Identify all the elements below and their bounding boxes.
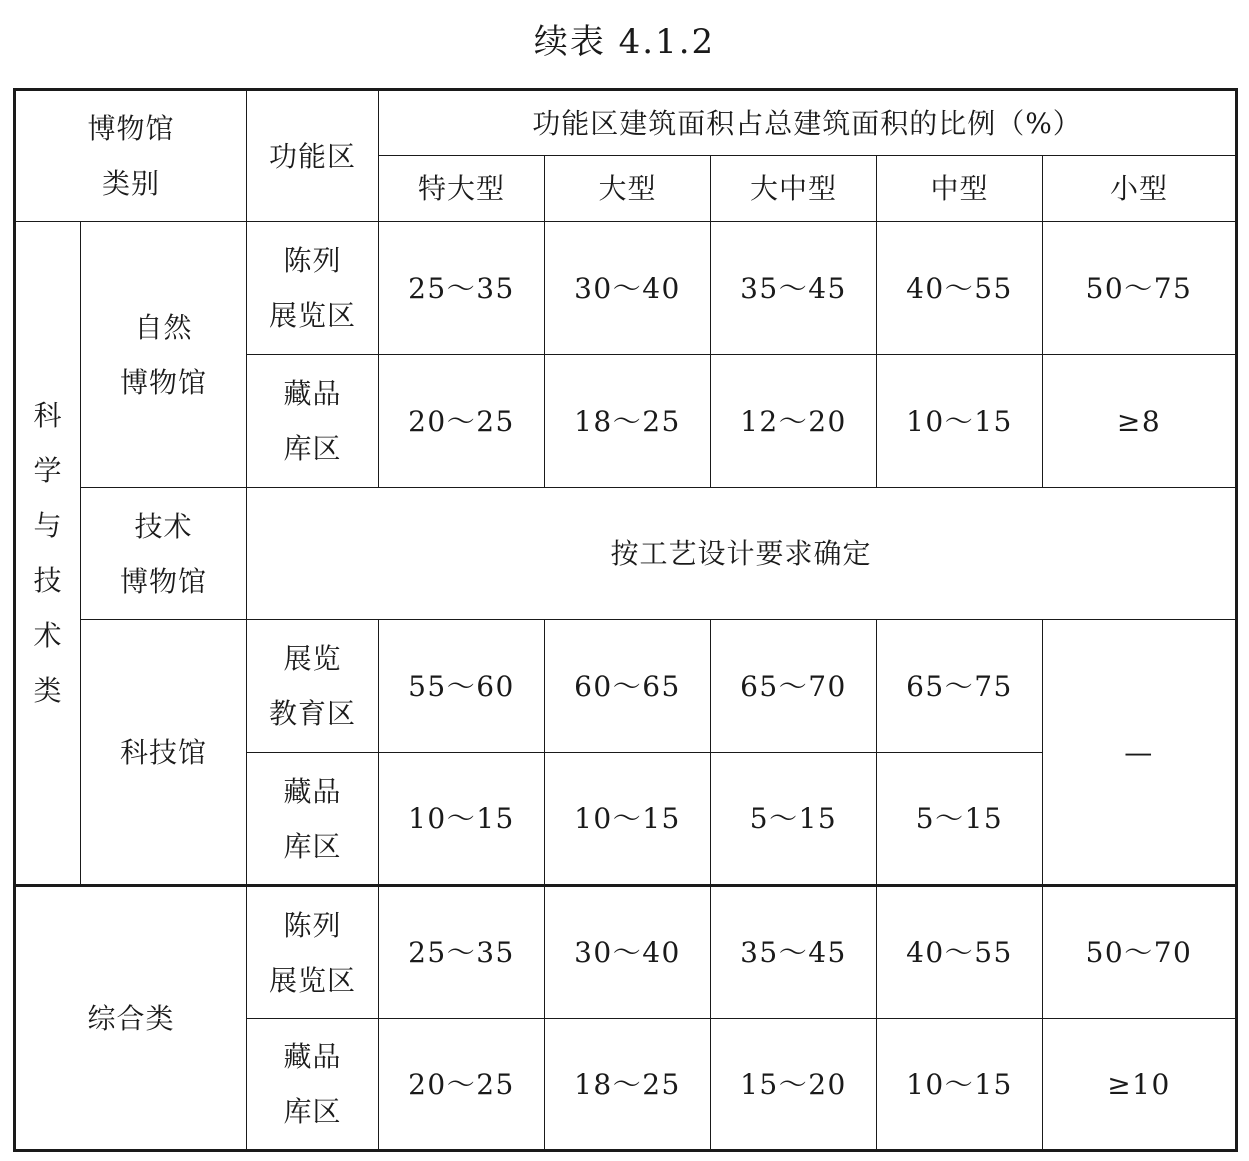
value-cell: 10～15 <box>545 753 711 886</box>
value-cell: ≥8 <box>1043 355 1237 488</box>
zone-label: 陈列 展览区 <box>247 222 379 355</box>
header-size-s: 小型 <box>1043 156 1237 222</box>
value-cell: 50～75 <box>1043 222 1237 355</box>
value-cell: 25～35 <box>379 222 545 355</box>
value-cell: 5～15 <box>877 753 1043 886</box>
zone-label: 藏品 库区 <box>247 753 379 886</box>
value-cell: 10～15 <box>877 1019 1043 1151</box>
group-sci-tech <box>15 222 81 886</box>
value-cell: 40～55 <box>877 222 1043 355</box>
value-cell: 12～20 <box>711 355 877 488</box>
value-cell: 35～45 <box>711 886 877 1019</box>
value-cell: 15～20 <box>711 1019 877 1151</box>
value-cell: 10～15 <box>877 355 1043 488</box>
header-category: 博物馆 类别 <box>15 90 247 222</box>
zone-label: 藏品 库区 <box>247 355 379 488</box>
science-center-small: — <box>1043 620 1237 886</box>
value-cell: 10～15 <box>379 753 545 886</box>
value-cell: 65～75 <box>877 620 1043 753</box>
header-size-ml: 大中型 <box>711 156 877 222</box>
value-cell: 18～25 <box>545 1019 711 1151</box>
header-ratio-title: 功能区建筑面积占总建筑面积的比例（%） <box>379 90 1237 156</box>
value-cell: 40～55 <box>877 886 1043 1019</box>
zone-label: 藏品 库区 <box>247 1019 379 1151</box>
science-center-label: 科技馆 <box>81 620 247 886</box>
tech-museum-label: 技术 博物馆 <box>81 488 247 620</box>
value-cell: 25～35 <box>379 886 545 1019</box>
value-cell: 18～25 <box>545 355 711 488</box>
header-size-xl: 特大型 <box>379 156 545 222</box>
value-cell: 55～60 <box>379 620 545 753</box>
header-size-m: 中型 <box>877 156 1043 222</box>
zone-label: 陈列 展览区 <box>247 886 379 1019</box>
value-cell: 30～40 <box>545 886 711 1019</box>
value-cell: 35～45 <box>711 222 877 355</box>
ratio-table <box>13 88 1238 1152</box>
natural-museum-label: 自然 博物馆 <box>81 222 247 488</box>
value-cell: ≥10 <box>1043 1019 1237 1151</box>
value-cell: 20～25 <box>379 355 545 488</box>
tech-museum-note: 按工艺设计要求确定 <box>247 488 1237 620</box>
value-cell: 5～15 <box>711 753 877 886</box>
value-cell: 60～65 <box>545 620 711 753</box>
header-zone: 功能区 <box>247 90 379 222</box>
comprehensive-label: 综合类 <box>15 886 247 1151</box>
value-cell: 65～70 <box>711 620 877 753</box>
header-size-l: 大型 <box>545 156 711 222</box>
group-sci-tech-label: 科学与技术类 <box>33 399 63 707</box>
zone-label: 展览 教育区 <box>247 620 379 753</box>
value-cell: 50～70 <box>1043 886 1237 1019</box>
value-cell: 30～40 <box>545 222 711 355</box>
value-cell: 20～25 <box>379 1019 545 1151</box>
table-caption: 续表 4.1.2 <box>533 22 716 62</box>
